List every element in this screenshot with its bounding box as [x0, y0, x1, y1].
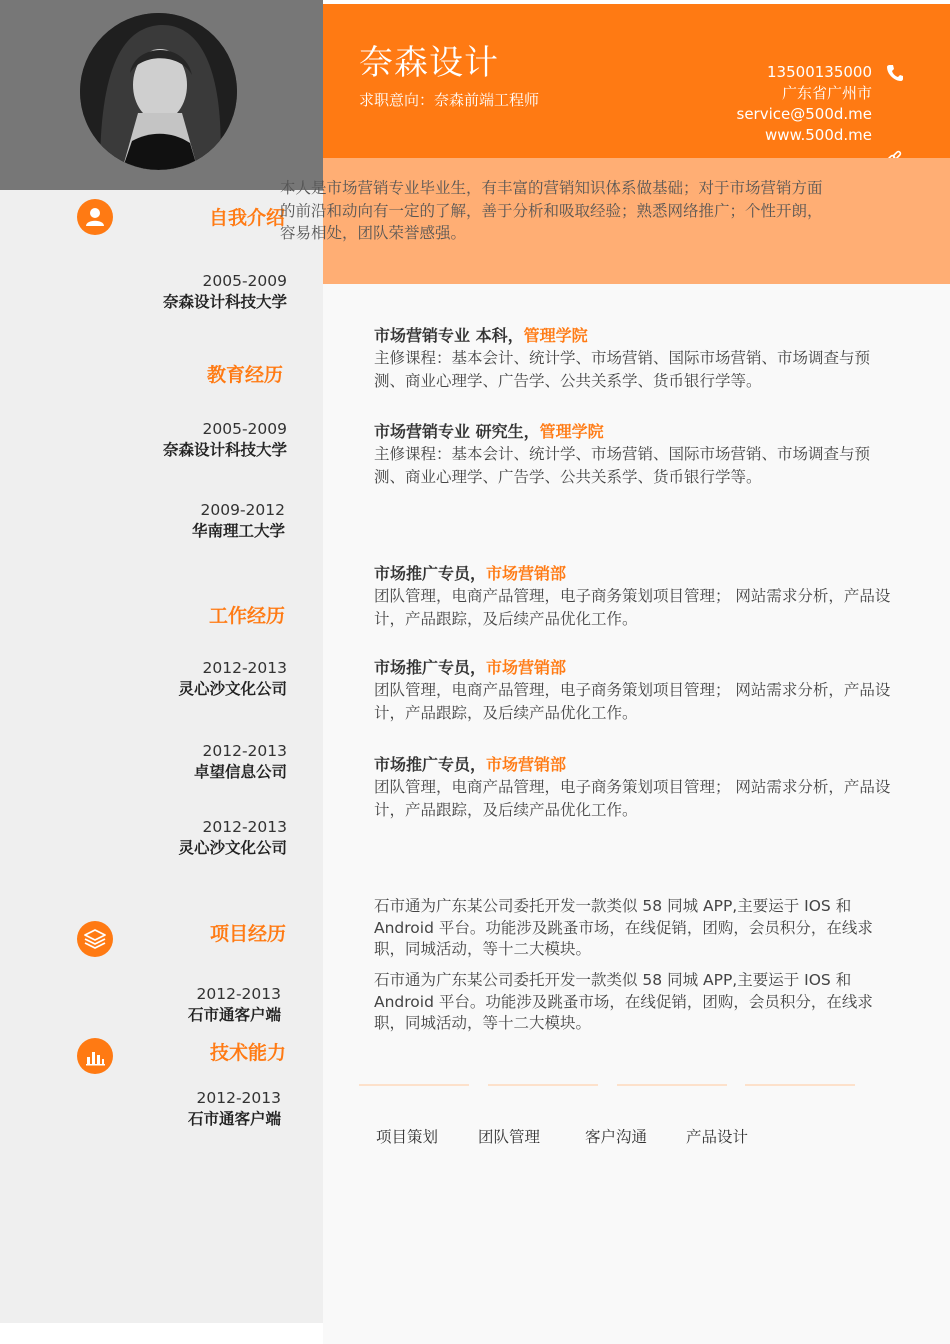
work-entry: 市场推广专员，市场营销部 团队管理，电商产品管理，电子商务策划项目管理； 网站需求分析，产品设计，产品跟踪，及后续产品优化工作。 [374, 658, 891, 722]
about-text: 本人是市场营销专业毕业生，有丰富的营销知识体系做基础；对于市场营销方面的前沿和动向有一定的了解，善于分析和吸取经验；熟悉网络推广；个性开朗，容易相处，团队荣誉感强。 [280, 179, 823, 242]
edu-side-entry: 2009-2012 华南理工大学 [191, 501, 285, 540]
skill-bar [488, 1084, 598, 1086]
work-side-entry: 2012-2013 灵心沙文化公司 [178, 818, 287, 857]
project-side-entry: 2012-2013 石市通客户端 [187, 985, 281, 1024]
user-icon [77, 199, 113, 235]
avatar [80, 13, 237, 170]
contact-block [737, 62, 873, 146]
skill-label: 客户沟通 [585, 1128, 648, 1146]
skills-title: 技术能力 [210, 1042, 287, 1064]
work-side-entry: 2012-2013 卓望信息公司 [193, 742, 287, 781]
location: 广东省广州市 [781, 84, 872, 102]
edu-side-entry: 2005-2009 奈森设计科技大学 [162, 420, 287, 459]
header [323, 4, 950, 158]
skill-bar [359, 1084, 469, 1086]
edu-side-entry: 2005-2009 奈森设计科技大学 [162, 272, 287, 311]
website: www.500d.me [765, 126, 872, 144]
skill-label: 产品设计 [686, 1128, 749, 1146]
projects-title: 项目经历 [210, 923, 287, 945]
project-entry: 石市通为广东某公司委托开发一款类似 58 同城 APP,主要运于 IOS 和 Android 平台。功能涉及跳蚤市场，在线促销，团购，会员积分，在线求职，同城活动，等十二大模块。 [374, 971, 873, 1032]
education-entry: 市场营销专业 本科，管理学院 主修课程：基本会计、统计学、市场营销、国际市场营销、市场调查与预测、商业心理学、广告学、公共关系学、货币银行学等。 [374, 326, 871, 390]
work-title: 工作经历 [209, 605, 286, 627]
work-side-entry: 2012-2013 灵心沙文化公司 [178, 659, 287, 698]
job-intent: 求职意向：奈森前端工程师 [359, 91, 540, 109]
skill-bar [617, 1084, 727, 1086]
phone-number: 13500135000 [767, 63, 872, 81]
bar-chart-icon [77, 1038, 113, 1074]
candidate-name: 奈森设计 [359, 43, 499, 83]
project-entry: 石市通为广东某公司委托开发一款类似 58 同城 APP,主要运于 IOS 和 Android 平台。功能涉及跳蚤市场，在线促销，团购，会员积分，在线求职，同城活动，等十二大模块。 [374, 897, 873, 958]
skill-label: 项目策划 [376, 1128, 439, 1146]
education-entry: 市场营销专业 研究生，管理学院 主修课程：基本会计、统计学、市场营销、国际市场营销、市场调查与预测、商业心理学、广告学、公共关系学、货币银行学等。 [374, 422, 871, 486]
email: service@500d.me [736, 105, 872, 123]
work-entry: 市场推广专员，市场营销部 团队管理，电商产品管理，电子商务策划项目管理； 网站需求分析，产品设计，产品跟踪，及后续产品优化工作。 [374, 755, 891, 819]
about-title: 自我介绍 [209, 207, 286, 229]
work-entry: 市场推广专员，市场营销部 团队管理，电商产品管理，电子商务策划项目管理； 网站需求分析，产品设计，产品跟踪，及后续产品优化工作。 [374, 564, 891, 628]
phone-icon [886, 64, 904, 82]
skill-label: 团队管理 [478, 1128, 541, 1146]
layers-icon [77, 921, 113, 957]
skill-side-entry: 2012-2013 石市通客户端 [187, 1089, 281, 1128]
education-title: 教育经历 [207, 364, 284, 386]
skill-bar [745, 1084, 855, 1086]
